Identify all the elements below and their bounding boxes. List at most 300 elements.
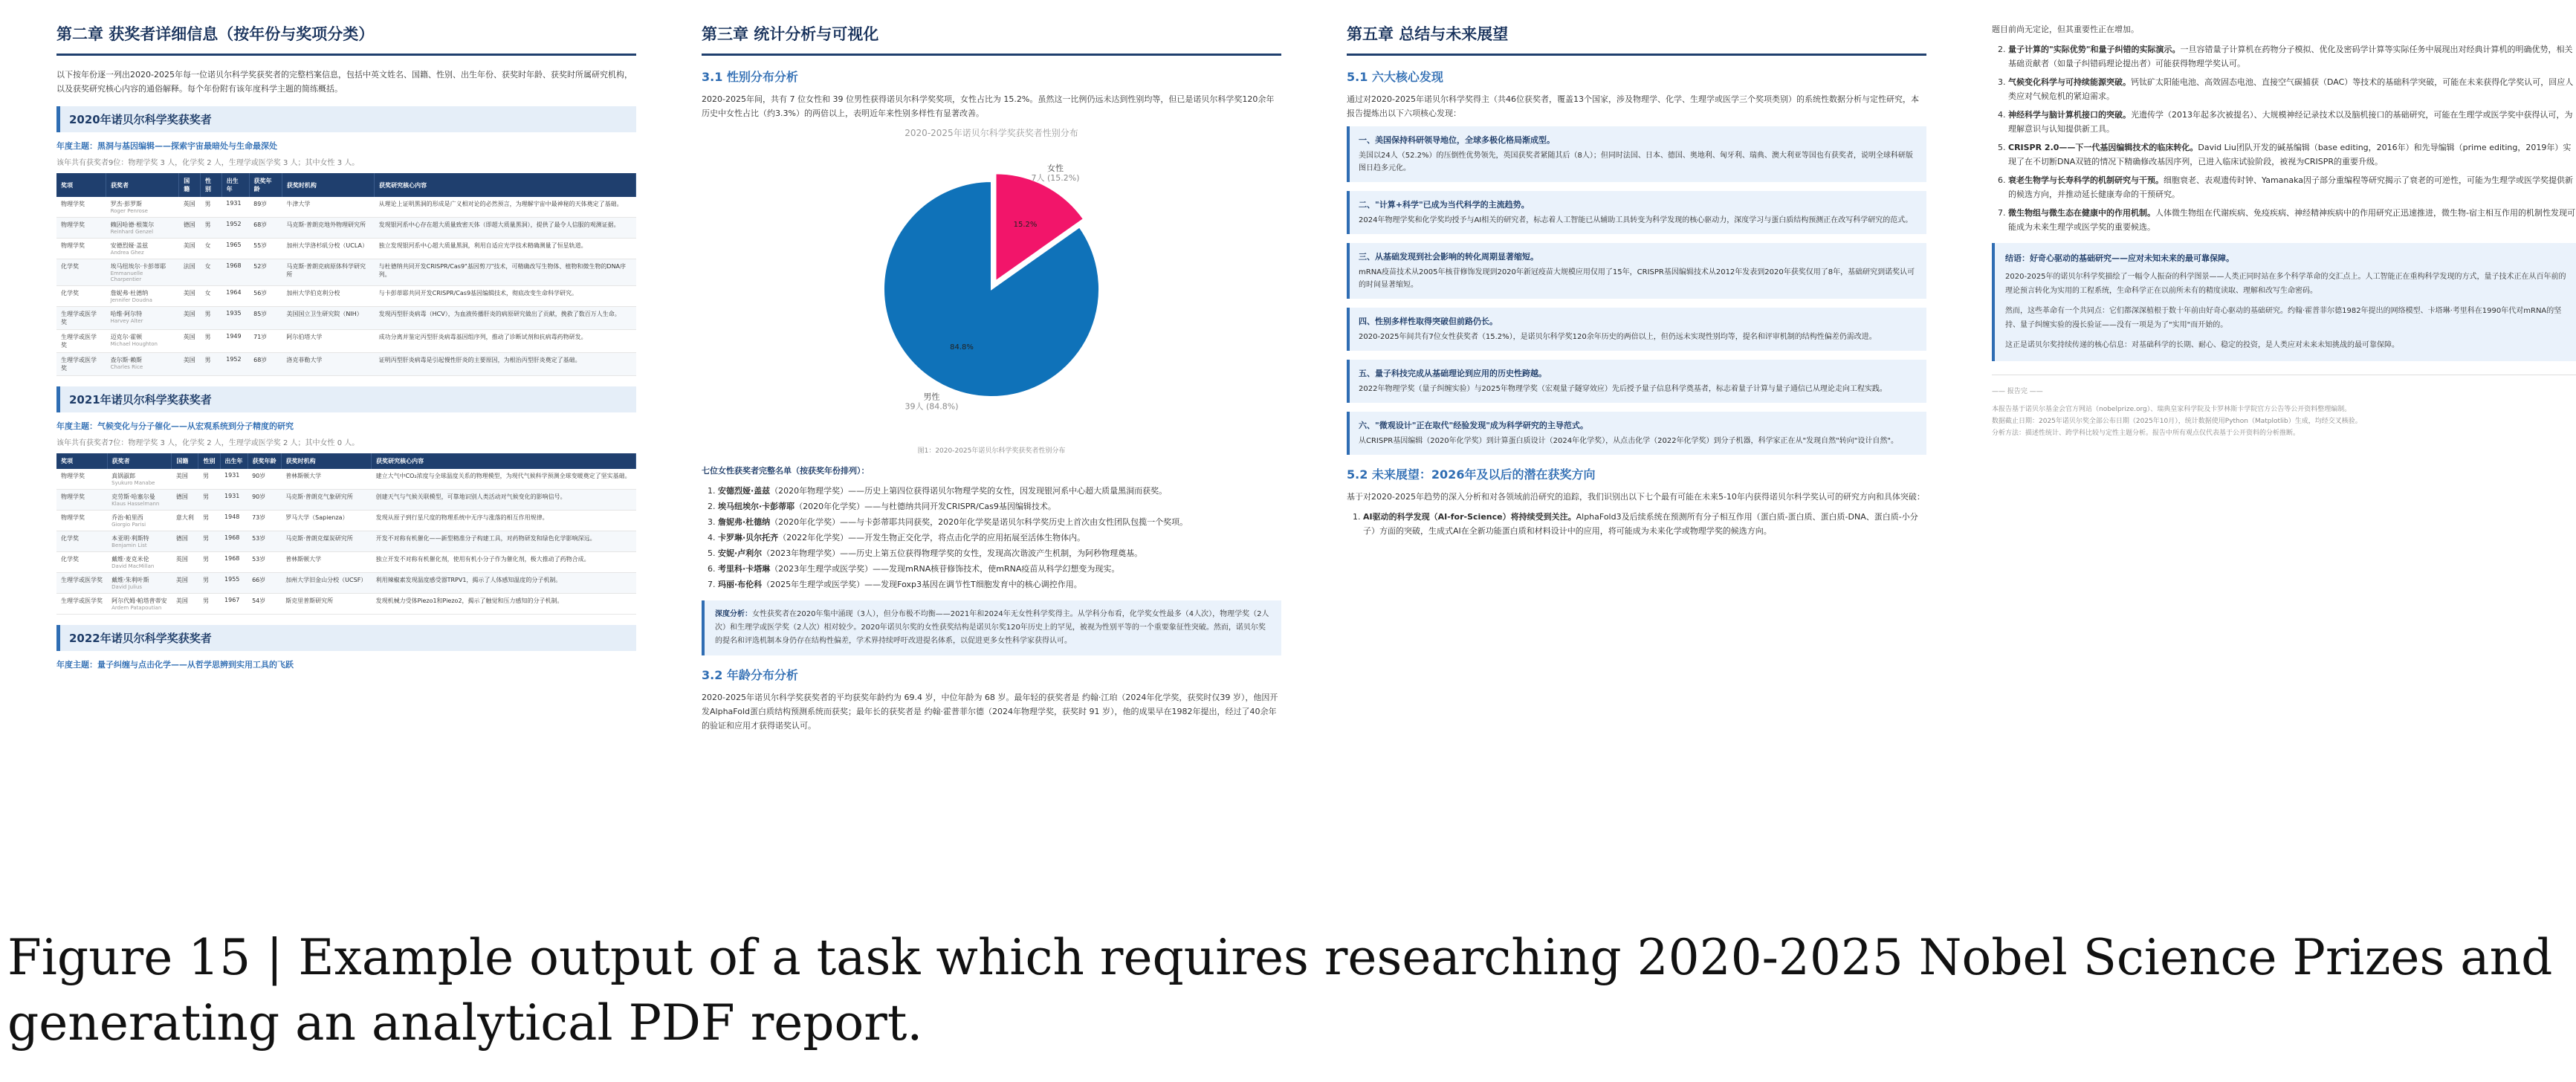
cell-name xyxy=(107,490,172,511)
cell-description: 与卡彭蒂耶共同开发CRISPR/Cas9基因编辑技术，彻底改变生命科学研究。 xyxy=(375,286,636,307)
year-2020-theme xyxy=(56,140,636,153)
cell-age: 90岁 xyxy=(247,490,281,511)
cell-gender: 男 xyxy=(201,330,222,353)
cell-description: 发现机械力受体Piezo1和Piezo2，揭示了触觉和压力感知的分子机制。 xyxy=(372,594,636,615)
cell-name xyxy=(106,307,179,330)
cell-nationality: 美国 xyxy=(172,573,198,594)
cell-age: 52岁 xyxy=(249,259,282,286)
laureate-name-en: Ardem Patapoutian xyxy=(111,605,162,611)
cell-prize: 物理学奖 xyxy=(56,511,107,531)
column-header: 奖项 xyxy=(56,173,106,197)
table-row xyxy=(56,197,636,218)
laureate-note: （2025年生理学或医学奖）——发现Foxp3基因在调节性T细胞发育中的核心调控作用。 xyxy=(762,580,1082,589)
cell-nationality: 德国 xyxy=(172,531,198,552)
title-rule xyxy=(702,54,1281,56)
laureate-name: 迈克尔·霍顿 xyxy=(110,334,143,340)
laureate-note: （2020年化学奖）——与卡彭蒂耶共同获奖，2020年化学奖是诺贝尔科学奖历史上首次由女性团队包揽一个奖项。 xyxy=(770,517,1188,527)
column-header: 奖项 xyxy=(56,453,107,469)
cell-birth-year: 1967 xyxy=(220,594,247,615)
cell-age: 85岁 xyxy=(249,307,282,330)
cell-gender: 女 xyxy=(201,286,222,307)
cell-name xyxy=(107,573,172,594)
section-5-1-heading: 5.1 六大核心发现 xyxy=(1347,70,1443,84)
theme-text: 量子纠缠与点击化学——从哲学思辨到实用工具的飞跃 xyxy=(97,660,294,670)
cell-nationality: 美国 xyxy=(172,594,198,615)
table-row xyxy=(56,330,636,353)
cell-description: 发现银河系中心存在超大质量致密天体（即超大质量黑洞），提供了最令人信服的观测证据。 xyxy=(375,218,636,239)
laureate-name: 查尔斯·赖斯 xyxy=(110,357,143,363)
table-row xyxy=(56,353,636,376)
section-5-2-intro: 基于对2020-2025年趋势的深入分析和对各领域前沿研究的追踪，我们识别出以下七个最有可能在未来5-10年内获得诺贝尔科学奖认可的研究方向和具体突破： xyxy=(1347,492,1925,502)
list-item xyxy=(718,577,1281,592)
chapter-2-intro: 以下按年份逐一列出2020-2025年每一位诺贝尔科学奖获奖者的完整档案信息，包括中英文姓名、国籍、性别、出生年份、获奖时年龄、获奖时所属研究机构，以及获奖研究核心内容的通俗解释。每个年份附有该年度科学主题的简练概括。 xyxy=(56,70,632,94)
outlook-item-text: AlphaFold3及后续系统在预测所有分子相互作用（蛋白质-蛋白质、蛋白质-DNA、蛋白质-小分子）方面的突破，生成式AI在全新功能蛋白质和材料设计中的应用，将可能成为未来化学或物理学奖的候选方向。 xyxy=(1363,512,1918,536)
list-item xyxy=(718,499,1281,514)
cell-institution: 马克斯·普朗克地外物理研究所 xyxy=(282,218,374,239)
outlook-item xyxy=(2008,173,2576,201)
outlook-item-text: 钙钛矿太阳能电池、高效固态电池、直接空气碳捕获（DAC）等技术的基础科学突破，可能在未来获得化学奖认可，回应人类应对气候危机的紧迫需求。 xyxy=(2008,77,2574,101)
table-row xyxy=(56,573,636,594)
cell-name xyxy=(107,531,172,552)
chapter-5-title: 第五章 总结与未来展望 xyxy=(1347,25,1509,43)
finding-box xyxy=(1347,412,1926,455)
cell-birth-year: 1931 xyxy=(220,469,247,490)
cell-institution: 阿尔伯塔大学 xyxy=(282,330,374,353)
cell-prize: 生理学或医学奖 xyxy=(56,330,106,353)
cell-name xyxy=(106,286,179,307)
table-body xyxy=(56,197,636,376)
cell-nationality: 德国 xyxy=(179,218,201,239)
note-label: 深度分析： xyxy=(715,610,752,618)
cell-name xyxy=(107,469,172,490)
pie-category-label: 男性 xyxy=(923,392,940,402)
cell-institution: 加州大学旧金山分校（UCSF） xyxy=(281,573,371,594)
cell-name xyxy=(107,511,172,531)
cell-birth-year: 1935 xyxy=(221,307,249,330)
column-header: 国籍 xyxy=(179,173,201,197)
laureate-name-en: Jennifer Doudna xyxy=(110,297,152,303)
finding-text: mRNA疫苗技术从2005年核苷修饰发现到2020年新冠疫苗大规模应用仅用了15年，CRISPR基因编辑技术从2012年发表到2020年获奖仅用了8年，基础研究到诺奖认可的时间显著缩短。 xyxy=(1359,268,1915,289)
references-list xyxy=(1992,404,2576,439)
cell-description: 开发不对称有机催化——新型精准分子构建工具，对药物研发和绿色化学影响深远。 xyxy=(372,531,636,552)
cell-age: 56岁 xyxy=(249,286,282,307)
laureates-table-2020 xyxy=(56,173,636,376)
cell-institution: 加州大学洛杉矶分校（UCLA） xyxy=(282,239,374,259)
cell-birth-year: 1968 xyxy=(220,531,247,552)
laureate-name: 真锅淑郎 xyxy=(111,473,136,479)
cell-description: 成功分离并鉴定丙型肝炎病毒基因组序列，推动了诊断试剂和抗病毒药物研发。 xyxy=(375,330,636,353)
laureate-name-en: Michael Houghton xyxy=(110,341,158,347)
outlook-item-title: 衰老生物学与长寿科学的机制研究与干预。 xyxy=(2008,175,2164,185)
cell-gender: 男 xyxy=(201,197,222,218)
laureate-name: 戴维·朱利叶斯 xyxy=(111,577,149,583)
cell-prize: 物理学奖 xyxy=(56,218,106,239)
cell-age: 55岁 xyxy=(249,239,282,259)
cell-description: 创建天气与气候关联模型，可靠地识别人类活动对气候变化的影响信号。 xyxy=(372,490,636,511)
list-item xyxy=(718,515,1281,529)
laureate-name: 卡罗琳·贝尔托齐 xyxy=(718,533,779,542)
outlook-item-title: 量子计算的"实际优势"和量子纠错的实际演示。 xyxy=(2008,45,2181,54)
cell-age: 68岁 xyxy=(249,218,282,239)
year-2020-summary: 该年共有获奖者9位：物理学奖 3 人，化学奖 2 人，生理学或医学奖 3 人；其中女性 3 人。 xyxy=(56,159,360,167)
cell-prize: 化学奖 xyxy=(56,552,107,573)
cell-description: 发现从原子到行星尺度的物理系统中无序与涨落的相互作用规律。 xyxy=(372,511,636,531)
table-row xyxy=(56,239,636,259)
cell-gender: 女 xyxy=(201,259,222,286)
laureate-name-en: Giorgio Parisi xyxy=(111,522,146,528)
year-2020-heading: 2020年诺贝尔科学奖获奖者 xyxy=(56,106,636,132)
report-page-4 xyxy=(1992,0,2576,877)
laureate-name: 乔治·帕里西 xyxy=(111,514,143,521)
laureate-name-en: Syukuro Manabe xyxy=(111,480,155,486)
report-page-1 xyxy=(56,0,636,877)
table-row xyxy=(56,307,636,330)
conclusion-box xyxy=(1992,243,2576,361)
cell-gender: 男 xyxy=(198,552,220,573)
finding-box xyxy=(1347,360,1926,403)
outlook-item-title: 神经科学与脑计算机接口的突破。 xyxy=(2008,110,2131,120)
reference-line: 分析方法：描述性统计、跨学科比较与定性主题分析。报告中所有观点仅代表基于公开资料的分析推断。 xyxy=(1992,430,2300,437)
outlook-item-text: 人体微生物组在代谢疾病、免疫疾病、神经精神疾病中的作用研究正迅速推进，微生物-宿主相互作用的机制性发现可能成为未来生理学或医学奖的重要候选。 xyxy=(2008,208,2575,232)
section-3-1-text: 2020-2025年间，共有 7 位女性和 39 位男性获得诺贝尔科学奖奖项，女性占比为 15.2%。虽然这一比例仍远未达到性别均等，但已是诺贝尔科学奖120余年历史中女性占比（约3.3%）的两倍以上，表明近年来性别多样性有显著改善。 xyxy=(702,94,1275,118)
laureate-name: 阿尔代姆·帕塔普蒂安 xyxy=(111,597,167,604)
cell-name xyxy=(106,239,179,259)
laureate-name: 埃马纽埃尔·卡彭蒂耶 xyxy=(110,263,166,270)
cell-birth-year: 1955 xyxy=(220,573,247,594)
cell-prize: 化学奖 xyxy=(56,286,106,307)
outlook-item-title: 微生物组与微生态在健康中的作用机制。 xyxy=(2008,208,2155,218)
laureate-name-en: David MacMillan xyxy=(111,563,155,569)
cell-name xyxy=(107,594,172,615)
table-row xyxy=(56,490,636,511)
laureate-note: （2020年化学奖）——与杜德纳共同开发CRISPR/Cas9基因编辑技术。 xyxy=(795,502,1056,511)
table-row xyxy=(56,531,636,552)
pie-category-label: 7人 (15.2%) xyxy=(1031,173,1080,184)
cell-nationality: 美国 xyxy=(179,353,201,376)
column-header: 获奖者 xyxy=(106,173,179,197)
outlook-item-text: 细胞衰老、表观遗传时钟、Yamanaka因子部分重编程等研究揭示了衰老的可逆性，可能为生理学或医学奖提供新的候选方向，并推动延长健康寿命的干预研究。 xyxy=(2008,175,2574,199)
cell-institution: 斯克里普斯研究所 xyxy=(281,594,371,615)
cell-birth-year: 1964 xyxy=(221,286,249,307)
outlook-item-text: 光遗传学（2013年起多次被提名）、大规模神经记录技术以及脑机接口的基础研究，可能在生理学或医学奖中获得认可，为理解意识与认知提供新工具。 xyxy=(2008,110,2573,134)
cell-age: 89岁 xyxy=(249,197,282,218)
cell-nationality: 法国 xyxy=(179,259,201,286)
cell-description: 证明丙型肝炎病毒是引起慢性肝炎的主要原因，为根治丙型肝炎奠定了基础。 xyxy=(375,353,636,376)
cell-prize: 化学奖 xyxy=(56,531,107,552)
outlook-item xyxy=(2008,140,2576,169)
figure-caption: Figure 15 | Example output of a task which requires researching 2020-2025 Nobel Science Prizes and generating an analytical PDF report. xyxy=(7,929,2553,1052)
theme-label: 年度主题： xyxy=(56,660,97,670)
laureate-name: 安德烈娅·盖兹 xyxy=(110,242,149,249)
cell-description: 独立发现银河系中心超大质量黑洞，利用自适应光学技术精确测量了恒星轨道。 xyxy=(375,239,636,259)
theme-text: 黑洞与基因编辑——探索宇宙最暗处与生命最深处 xyxy=(97,141,277,151)
outlook-item xyxy=(2008,75,2576,103)
laureate-note: （2020年物理学奖）——历史上第四位获得诺贝尔物理学奖的女性，因发现银河系中心超大质量黑洞而获奖。 xyxy=(770,486,1168,496)
table-row xyxy=(56,511,636,531)
column-header: 获奖研究核心内容 xyxy=(372,453,636,469)
column-header: 获奖研究核心内容 xyxy=(375,173,636,197)
cell-institution: 美国国立卫生研究院（NIH） xyxy=(282,307,374,330)
list-item xyxy=(718,546,1281,560)
outlook-item xyxy=(1363,510,1926,538)
year-2021-heading: 2021年诺贝尔科学奖获奖者 xyxy=(56,386,636,412)
table-row xyxy=(56,594,636,615)
cell-name xyxy=(106,218,179,239)
pie-chart-caption: 图1：2020-2025年诺贝尔科学奖获奖者性别分布 xyxy=(917,447,1066,455)
laureate-name-en: Harvey Alter xyxy=(110,318,143,324)
pie-category-label: 女性 xyxy=(1047,163,1064,174)
laureate-name-en: Klaus Hasselmann xyxy=(111,501,160,507)
section-3-2-text: 2020-2025年诺贝尔科学奖获奖者的平均获奖年龄约为 69.4 岁，中位年龄为 68 岁。最年轻的获奖者是 约翰·江珀（2024年化学奖，获奖时仅39 岁），他因开发AlphaFold蛋白质结构预测系统而获奖；最年长的获奖者是 约翰·霍普菲尔德（2024年物理学奖，获奖时 91 岁），他的成果早在1982年提出，经过了40余年的验证和应用才获得诺奖认可。 xyxy=(702,693,1278,730)
cell-nationality: 美国 xyxy=(179,286,201,307)
cell-gender: 男 xyxy=(198,469,220,490)
finding-title: 三、从基础发现到社会影响的转化周期显著缩短。 xyxy=(1359,252,1538,262)
finding-box xyxy=(1347,191,1926,234)
column-header: 出生年 xyxy=(221,173,249,197)
finding-text: 美国以24人（52.2%）的压倒性优势领先，英国获奖者紧随其后（8人）；但同时法国、日本、德国、奥地利、匈牙利、瑞典、澳大利亚等国也有获奖者，说明全球科研版图日趋多元化。 xyxy=(1359,152,1913,172)
conclusion-paragraph: 2020-2025年的诺贝尔科学奖描绘了一幅令人振奋的科学图景——人类正同时站在多个科学革命的交汇点上。人工智能正在重构科学发现的方式，量子技术正在从百年前的理论预言转化为实用的工程系统，生命科学正在以前所未有的精度读取、理解和改写生命密码。 xyxy=(2005,273,2566,295)
laureate-name: 本亚明·利斯特 xyxy=(111,535,149,542)
outlook-item-text: David Liu团队开发的碱基编辑（base editing，2016年）和先导编辑（prime editing，2019年）实现了在不切断DNA双链的情况下精确修改基因序列，已进入临床试验阶段，被视为CRISPR的重要升级。 xyxy=(2008,143,2572,166)
conclusion-paragraph: 然而，这些革命有一个共同点：它们都深深植根于数十年前由好奇心驱动的基础研究。约翰·霍普菲尔德1982年提出的网络模型、卡塔琳·考里科在1990年代对mRNA的坚持、量子纠缠实验的漫长验证——没有一项是为了"实用"而开始的。 xyxy=(2005,307,2562,329)
cell-description: 从理论上证明黑洞的形成是广义相对论的必然预言，为理解宇宙中最神秘的天体奠定了基础。 xyxy=(375,197,636,218)
laureate-name-en: Charles Rice xyxy=(110,364,143,370)
column-header: 获奖者 xyxy=(107,453,172,469)
cell-gender: 男 xyxy=(198,573,220,594)
cell-birth-year: 1948 xyxy=(220,511,247,531)
women-laureates-list xyxy=(702,484,1281,592)
cell-birth-year: 1968 xyxy=(220,552,247,573)
laureate-name: 罗杰·彭罗斯 xyxy=(110,201,143,207)
outlook-item-text: 一旦容错量子计算机在药物分子模拟、优化及密码学计算等实际任务中展现出对经典计算机的明确优势，相关基础贡献者（如量子纠错码理论提出者）可能获得物理学奖认可。 xyxy=(2008,45,2573,68)
report-page-2 xyxy=(702,0,1281,877)
cell-age: 73岁 xyxy=(247,511,281,531)
laureate-note: （2023年生理学或医学奖）——发现mRNA核苷修饰技术，使mRNA疫苗从科学幻想变为现实。 xyxy=(770,564,1120,574)
outlook-list xyxy=(1347,510,1926,538)
cell-prize: 物理学奖 xyxy=(56,490,107,511)
cell-institution: 普林斯顿大学 xyxy=(281,469,371,490)
cell-prize: 物理学奖 xyxy=(56,469,107,490)
report-references xyxy=(1992,375,2576,439)
cell-name xyxy=(106,259,179,286)
cell-description: 发现丙型肝炎病毒（HCV），为血液传播肝炎的病原研究做出了贡献，挽救了数百万人生命。 xyxy=(375,307,636,330)
chapter-3-title: 第三章 统计分析与可视化 xyxy=(702,25,879,43)
theme-label: 年度主题： xyxy=(56,421,97,431)
theme-label: 年度主题： xyxy=(56,141,97,151)
cell-institution: 马克斯·普朗克气象研究所 xyxy=(281,490,371,511)
table-row xyxy=(56,286,636,307)
cell-prize: 生理学或医学奖 xyxy=(56,353,106,376)
finding-text: 2024年物理学奖和化学奖均授予与AI相关的研究者，标志着人工智能已从辅助工具转变为科学发现的核心驱动力，深度学习与蛋白质结构预测正在改写科学研究的范式。 xyxy=(1359,216,1913,224)
year-2021-summary: 该年共有获奖者7位：物理学奖 3 人，化学奖 2 人，生理学或医学奖 2 人；其中女性 0 人。 xyxy=(56,439,360,447)
laureate-name: 玛丽·布伦科 xyxy=(718,580,763,589)
cell-description: 与杜德纳共同开发CRISPR/Cas9"基因剪刀"技术，可精确改写生物体、植物和微生物的DNA序列。 xyxy=(375,259,636,286)
title-rule xyxy=(56,54,636,56)
finding-box xyxy=(1347,126,1926,182)
cell-description: 利用辣椒素发现温度感受器TRPV1，揭示了人体感知温度的分子机制。 xyxy=(372,573,636,594)
list-item xyxy=(718,484,1281,498)
list-item xyxy=(718,531,1281,545)
theme-text: 气候变化与分子催化——从宏观系统到分子精度的研究 xyxy=(97,421,294,431)
laureate-name: 戴维·麦克米伦 xyxy=(111,556,149,563)
table-header-row xyxy=(56,453,636,469)
pie-chart-title: 2020-2025年诺贝尔科学奖获奖者性别分布 xyxy=(904,128,1078,138)
continued-text: 题目前尚无定论，但其重要性正在增加。 xyxy=(1992,25,2139,34)
finding-title: 五、量子科技完成从基础理论到应用的历史性跨越。 xyxy=(1359,369,1547,378)
laureate-name: 詹妮弗·杜德纳 xyxy=(718,517,771,527)
table-body xyxy=(56,469,636,615)
cell-name xyxy=(106,330,179,353)
cell-gender: 男 xyxy=(198,531,220,552)
section-3-1-heading: 3.1 性别分布分析 xyxy=(702,70,798,84)
laureate-name: 安德烈娅·盖兹 xyxy=(718,486,771,496)
cell-prize: 生理学或医学奖 xyxy=(56,594,107,615)
finding-title: 六、"微观设计"正在取代"经验发现"成为科学研究的主导范式。 xyxy=(1359,421,1588,430)
laureate-name: 克劳斯·哈塞尔曼 xyxy=(111,493,155,500)
cell-age: 54岁 xyxy=(247,594,281,615)
cell-nationality: 美国 xyxy=(172,469,198,490)
column-header: 性别 xyxy=(201,173,222,197)
list-item xyxy=(718,562,1281,576)
year-2021-theme xyxy=(56,420,636,433)
cell-gender: 女 xyxy=(201,239,222,259)
gender-pie-chart xyxy=(702,140,1281,438)
column-header: 出生年 xyxy=(220,453,247,469)
cell-nationality: 美国 xyxy=(179,239,201,259)
deep-analysis-note xyxy=(702,600,1281,655)
cell-nationality: 英国 xyxy=(179,197,201,218)
year-2022-theme xyxy=(56,658,636,672)
findings-list xyxy=(1347,126,1926,455)
table-row xyxy=(56,469,636,490)
cell-nationality: 德国 xyxy=(172,490,198,511)
conclusion-paragraph: 这正是诺贝尔奖持续传递的核心信息：对基础科学的长期、耐心、稳定的投资，是人类应对未来未知挑战的最可靠保障。 xyxy=(2005,341,2399,349)
laureate-name: 埃马纽埃尔·卡彭蒂耶 xyxy=(718,502,795,511)
cell-age: 66岁 xyxy=(247,573,281,594)
pie-category-label: 39人 (84.8%) xyxy=(904,401,959,412)
cell-prize: 化学奖 xyxy=(56,259,106,286)
column-header: 国籍 xyxy=(172,453,198,469)
column-header: 获奖年龄 xyxy=(247,453,281,469)
reference-line: 本报告基于诺贝尔基金会官方网站（nobelprize.org）、瑞典皇家科学院及卡罗林斯卡学院官方公告等公开资料整理编制。 xyxy=(1992,406,2352,413)
finding-title: 四、性别多样性取得突破但前路仍长。 xyxy=(1359,317,1498,326)
laureate-note: （2023年物理学奖）——历史上第五位获得物理学奖的女性，发现高次谐波产生机制，为阿秒物理奠基。 xyxy=(762,548,1143,558)
women-list-title: 七位女性获奖者完整名单（按获奖年份排列）： xyxy=(702,466,870,476)
column-header: 获奖年龄 xyxy=(249,173,282,197)
outlook-item xyxy=(2008,108,2576,136)
cell-birth-year: 1931 xyxy=(221,197,249,218)
laureate-name-en: Emmanuelle Charpentier xyxy=(110,270,143,282)
laureate-name-en: David Julius xyxy=(111,584,143,590)
cell-birth-year: 1968 xyxy=(221,259,249,286)
cell-gender: 男 xyxy=(201,307,222,330)
outlook-list-continued xyxy=(1992,42,2576,234)
cell-institution: 牛津大学 xyxy=(282,197,374,218)
cell-nationality: 英国 xyxy=(179,330,201,353)
laureate-name: 考里科·卡塔琳 xyxy=(718,564,771,574)
cell-birth-year: 1931 xyxy=(220,490,247,511)
column-header: 获奖时机构 xyxy=(281,453,371,469)
cell-gender: 男 xyxy=(201,218,222,239)
outlook-item xyxy=(2008,42,2576,71)
table-row xyxy=(56,218,636,239)
cell-age: 68岁 xyxy=(249,353,282,376)
cell-nationality: 意大利 xyxy=(172,511,198,531)
laureates-table-2021 xyxy=(56,453,636,615)
cell-prize: 生理学或医学奖 xyxy=(56,573,107,594)
cell-nationality: 美国 xyxy=(179,307,201,330)
outlook-item-title: AI驱动的科学发现（AI-for-Science）将持续受到关注。 xyxy=(1363,512,1576,522)
cell-nationality: 英国 xyxy=(172,552,198,573)
conclusion-title: 结语：好奇心驱动的基础研究——应对未知未来的最可靠保障。 xyxy=(2005,253,2234,263)
cell-institution: 普林斯顿大学 xyxy=(281,552,371,573)
report-page-3 xyxy=(1347,0,1926,877)
finding-text: 2022年物理学奖（量子纠缠实验）与2025年物理学奖（宏观量子隧穿效应）先后授予量子信息科学奠基者，标志着量子计算与量子通信已从理论走向工程实践。 xyxy=(1359,385,1887,393)
cell-prize: 生理学或医学奖 xyxy=(56,307,106,330)
table-header-row xyxy=(56,173,636,197)
column-header: 性别 xyxy=(198,453,220,469)
section-5-2-heading: 5.2 未来展望：2026年及以后的潜在获奖方向 xyxy=(1347,467,1596,482)
laureate-name-en: Roger Penrose xyxy=(110,208,148,214)
laureate-name-en: Reinhard Genzel xyxy=(110,229,154,235)
cell-institution: 加州大学伯克利分校 xyxy=(282,286,374,307)
finding-box xyxy=(1347,243,1926,299)
cell-prize: 物理学奖 xyxy=(56,239,106,259)
column-header: 获奖时机构 xyxy=(282,173,374,197)
section-5-1-intro: 通过对2020-2025年诺贝尔科学奖得主（共46位获奖者，覆盖13个国家，涉及物理学、化学、生理学或医学三个奖项类别）的系统性数据分析与定性研究，本报告提炼出以下六项核心发现： xyxy=(1347,94,1919,118)
cell-gender: 男 xyxy=(198,490,220,511)
cell-birth-year: 1949 xyxy=(221,330,249,353)
cell-gender: 男 xyxy=(198,594,220,615)
cell-prize: 物理学奖 xyxy=(56,197,106,218)
cell-description: 独立开发不对称有机催化剂，使用有机小分子作为催化剂，极大推动了药物合成。 xyxy=(372,552,636,573)
cell-institution: 马克斯·普朗克煤炭研究所 xyxy=(281,531,371,552)
table-row xyxy=(56,259,636,286)
outlook-item-title: 气候变化科学与可持续能源突破。 xyxy=(2008,77,2131,87)
laureate-name: 安妮·卢利尔 xyxy=(718,548,763,558)
year-2022-heading: 2022年诺贝尔科学奖获奖者 xyxy=(56,625,636,651)
cell-age: 53岁 xyxy=(247,531,281,552)
title-rule xyxy=(1347,54,1926,56)
laureate-name-en: Andrea Ghez xyxy=(110,250,144,256)
note-text: 女性获奖者在2020年集中涌现（3人），但分布极不均衡——2021年和2024年无女性科学奖得主。从学科分布看，化学奖女性最多（4人次），物理学奖（2人次）和生理学或医学奖（2人次）相对较少。2020年诺贝尔奖的女性获奖结构是诺贝尔奖120年历史上的罕见，被视为性别平等的一个重要象征性突破。然而，诺贝尔奖的提名和评选机制本身仍存在结构性偏差，学术界持续呼吁改进提名体系，以促进更多女性科学家获得认可。 xyxy=(715,610,1269,645)
cell-institution: 罗马大学（Sapienza） xyxy=(281,511,371,531)
cell-gender: 男 xyxy=(201,353,222,376)
cell-age: 71岁 xyxy=(249,330,282,353)
cell-birth-year: 1965 xyxy=(221,239,249,259)
references-title: —— 报告完 —— xyxy=(1992,388,2043,395)
finding-box xyxy=(1347,308,1926,351)
finding-text: 从CRISPR基因编辑（2020年化学奖）到计算蛋白质设计（2024年化学奖），从点击化学（2022年化学奖）到分子机器，科学家正在从"发现自然"转向"设计自然"。 xyxy=(1359,437,1898,445)
reference-line: 数据截止日期：2025年诺贝尔奖全部公布日期（2025年10月），统计数据使用Python（Matplotlib）生成，均经交叉核验。 xyxy=(1992,418,2362,425)
cell-gender: 男 xyxy=(198,511,220,531)
laureate-name: 赖因哈德·根策尔 xyxy=(110,221,155,228)
laureate-name: 哈维·阿尔特 xyxy=(110,311,143,317)
section-3-2-heading: 3.2 年龄分布分析 xyxy=(702,668,798,682)
pie-percent-label: 84.8% xyxy=(950,343,974,352)
cell-description: 建立大气中CO₂浓度与全球温度关系的物理模型，为现代气候科学预测全球变暖奠定了坚实基础。 xyxy=(372,469,636,490)
cell-age: 90岁 xyxy=(247,469,281,490)
outlook-item-title: CRISPR 2.0——下一代基因编辑技术的临床转化。 xyxy=(2008,143,2198,152)
cell-institution: 洛克菲勒大学 xyxy=(282,353,374,376)
outlook-item xyxy=(2008,206,2576,234)
finding-title: 二、"计算+科学"已成为当代科学的主流趋势。 xyxy=(1359,200,1530,210)
cell-age: 53岁 xyxy=(247,552,281,573)
chapter-2-title: 第二章 获奖者详细信息（按年份与奖项分类） xyxy=(56,25,375,43)
finding-title: 一、美国保持科研领导地位，全球多极化格局渐成型。 xyxy=(1359,135,1555,145)
finding-text: 2020-2025年间共有7位女性获奖者（15.2%），是诺贝尔科学奖120余年历史的两倍以上，但仍远未实现性别均等，提名和评审机制的结构性偏差仍需改进。 xyxy=(1359,333,1877,341)
cell-birth-year: 1952 xyxy=(221,218,249,239)
